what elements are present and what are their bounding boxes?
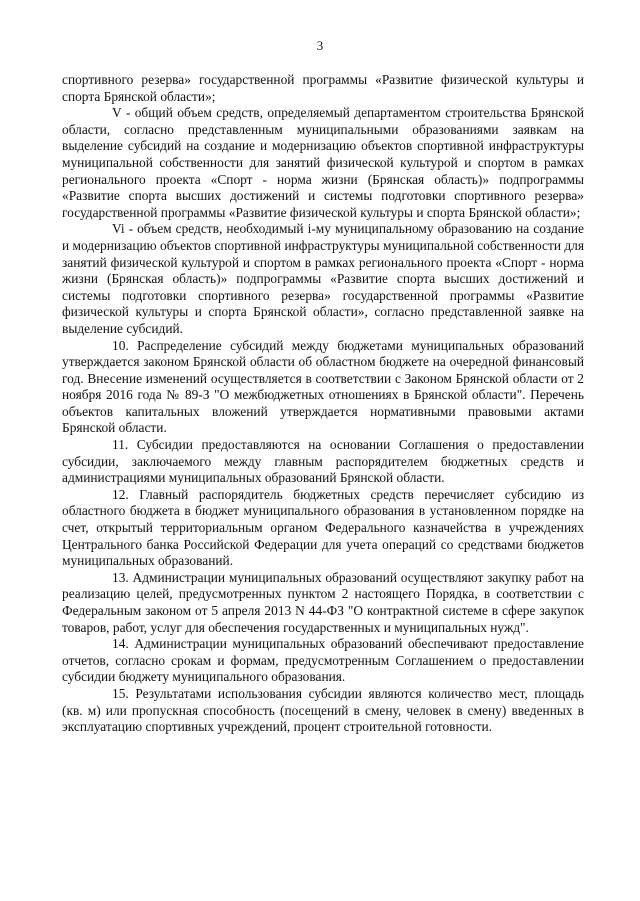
paragraph-continuation: спортивного резерва» государственной программы «Развитие физической культуры и спорта Брянской области»; — [62, 72, 584, 104]
paragraph-v-definition: V - общий объем средств, определяемый департаментом строительства Брянской области, согласно представленным муниципальными образованиями заявкам на выделение субсидий на создание и модернизацию объектов спортивной инфраструктуры муниципальной собственности для занятий физической культурой и спортом в рамках регионального проекта «Спорт - норма жизни (Брянская область)» подпрограммы «Развитие спорта высших достижений и системы подготовки спортивного резерва» государственной программы «Развитие физической культуры и спорта Брянской области»; — [62, 105, 584, 220]
paragraph-vi-definition: Vi - объем средств, необходимый i-му муниципальному образованию на создание и модернизацию объектов спортивной инфраструктуры муниципальной собственности для занятий физической культурой и спортом в рамках регионального проекта «Спорт - норма жизни (Брянская область)» подпрограммы «Развитие спорта высших достижений и системы подготовки спортивного резерва» государственной программы «Развитие физической культуры и спорта Брянской области», согласно представленной заявке на выделение субсидий. — [62, 221, 584, 336]
paragraph-14: 14. Администрации муниципальных образований обеспечивают предоставление отчетов, согласно срокам и формам, предусмотренным Соглашением о предоставлении субсидии бюджету муниципального образования. — [62, 636, 584, 685]
paragraph-10: 10. Распределение субсидий между бюджетами муниципальных образований утверждается законом Брянской области об областном бюджете на очередной финансовый год. Внесение изменений осуществляется в соответствии с Законом Брянской области от 2 ноября 2016 года № 89-З "О межбюджетных отношениях в Брянской области". Перечень объектов капитальных вложений утверждается нормативными правовыми актами Брянской области. — [62, 337, 584, 436]
paragraph-12: 12. Главный распорядитель бюджетных средств перечисляет субсидию из областного бюджета в бюджет муниципального образования в установленном порядке на счет, открытый территориальным органом Федерального казначейства в учреждениях Центрального банка Российской Федерации для учета операций со средствами бюджетов муниципальных образований. — [62, 486, 584, 569]
paragraph-11: 11. Субсидии предоставляются на основании Соглашения о предоставлении субсидии, заключаемого между главным распорядителем бюджетных средств и администрациями муниципальных образований Брянской области. — [62, 437, 584, 486]
page-number: 3 — [316, 38, 324, 53]
body-text — [62, 72, 584, 736]
paragraph-15: 15. Результатами использования субсидии являются количество мест, площадь (кв. м) или пропускная способность (посещений в смену, человек в смену) введенных в эксплуатацию спортивных учреждений, процент строительной готовности. — [62, 685, 584, 735]
paragraph-13: 13. Администрации муниципальных образований осуществляют закупку работ на реализацию целей, предусмотренных пунктом 2 настоящего Порядка, в соответствии с Федеральным законом от 5 апреля 2013 N 44-ФЗ "О контрактной системе в сфере закупок товаров, работ, услуг для обеспечения государственных и муниципальных нужд". — [62, 569, 584, 635]
